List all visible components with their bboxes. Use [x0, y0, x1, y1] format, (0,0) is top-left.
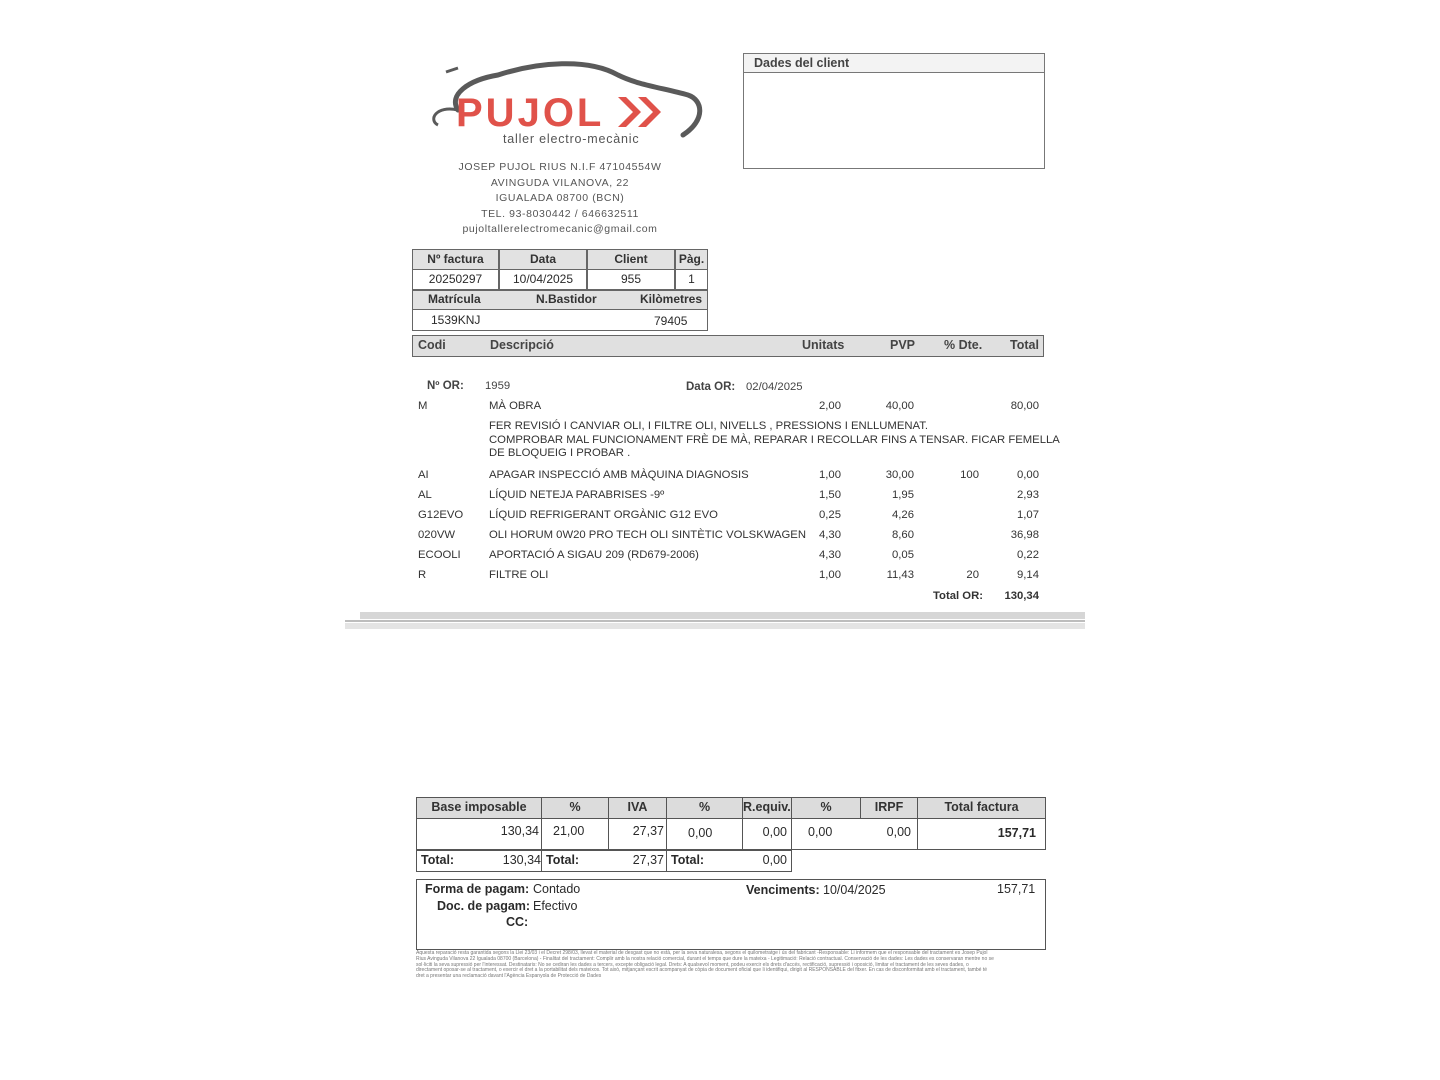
invoice-date: 10/04/2025	[499, 269, 587, 290]
lines-column-header	[412, 335, 1044, 357]
sum-base: 130,34	[502, 853, 541, 867]
req-pct-value: 0,00	[666, 818, 743, 850]
due-date: 10/04/2025	[823, 883, 886, 897]
line-pvp: 40,00	[885, 400, 914, 412]
col-total: Total	[1010, 338, 1039, 352]
payment-cc-label: CC:	[506, 915, 529, 929]
issuer-details	[420, 160, 700, 238]
line-unitats: 1,00	[819, 469, 841, 481]
col-descripcio: Descripció	[490, 338, 554, 352]
line-desc: OLI HORUM 0W20 PRO TECH OLI SINTÈTIC VOLSKWAGEN	[489, 529, 806, 541]
table-row	[412, 469, 1052, 485]
sum-label: Total:	[671, 853, 705, 867]
irpf-value: 0,00	[860, 818, 918, 850]
table-row	[412, 529, 1052, 545]
km-value: 79405	[654, 314, 688, 328]
due-label: Venciments:	[746, 883, 820, 897]
chevrons-icon	[618, 97, 661, 127]
invoice-number-label: Nº factura	[412, 249, 499, 270]
line-total: 0,22	[1017, 549, 1039, 561]
irpf-pct-value: 0,00	[791, 818, 861, 850]
iva-label: IVA	[608, 797, 667, 819]
invoice-date-label: Data	[499, 249, 587, 270]
note-text: FER REVISIÓ I CANVIAR OLI, I FILTRE OLI, NIVELLS , PRESSIONS I ENLLUMENAT.	[489, 420, 929, 432]
line-codi: G12EVO	[418, 509, 464, 521]
line-codi: AL	[418, 489, 432, 501]
table-row	[412, 549, 1052, 565]
issuer-line: JOSEP PUJOL RIUS N.I.F 47104554W	[458, 161, 662, 173]
client-number-label: Client	[587, 249, 675, 270]
line-codi: R	[418, 569, 427, 581]
payment-box	[416, 879, 1046, 950]
payment-method-label: Forma de pagam:	[425, 882, 530, 896]
client-box	[743, 53, 1045, 169]
line-unitats: 1,00	[819, 569, 841, 581]
base-value: 130,34	[416, 818, 542, 850]
due-amount: 157,71	[997, 882, 1036, 896]
car-roof-start	[446, 68, 458, 72]
line-pvp: 0,05	[892, 549, 914, 561]
table-row	[412, 400, 1052, 416]
total-factura-value: 157,71	[917, 818, 1046, 850]
line-total: 80,00	[1010, 400, 1039, 412]
line-codi: ECOOLI	[418, 549, 461, 561]
line-pvp: 8,60	[892, 529, 914, 541]
line-pvp: 11,43	[886, 569, 914, 581]
col-pvp: PVP	[890, 338, 916, 352]
table-row	[412, 509, 1052, 525]
invoice-number: 20250297	[412, 269, 499, 290]
line-total: 1,07	[1017, 509, 1039, 521]
iva-pct-value: 21,00	[541, 818, 609, 850]
plate-number: 1539KNJ	[431, 313, 481, 327]
payment-doc-label: Doc. de pagam:	[437, 899, 531, 913]
sum-req: 0,00	[762, 853, 787, 867]
line-dte: 20	[966, 569, 979, 581]
line-desc: APAGAR INSPECCIÓ AMB MÀQUINA DIAGNOSIS	[489, 469, 749, 481]
line-unitats: 1,50	[819, 489, 841, 501]
line-unitats: 2,00	[819, 400, 841, 412]
line-codi: 020VW	[418, 529, 456, 541]
sum-base-cell	[416, 850, 542, 872]
line-codi: M	[418, 400, 428, 412]
issuer-line: AVINGUDA VILANOVA, 22	[490, 176, 630, 189]
line-dte: 100	[960, 469, 979, 481]
km-label: Kilòmetres	[640, 292, 703, 306]
line-note	[412, 447, 1052, 463]
line-pvp: 1,95	[892, 489, 914, 501]
note-text: COMPROBAR MAL FUNCIONAMENT FRÈ DE MÀ, REPARAR I RECOLLAR FINS A TENSAR. FICAR FEMELLA	[489, 434, 1060, 446]
line-desc: LÍQUID REFRIGERANT ORGÀNIC G12 EVO	[489, 509, 718, 521]
issuer-line: IGUALADA 08700 (BCN)	[495, 192, 625, 204]
base-label: Base imposable	[416, 797, 542, 819]
line-pvp: 4,26	[892, 509, 914, 521]
payment-method: Contado	[533, 882, 581, 896]
or-total-row	[412, 590, 1052, 606]
or-date-label: Data OR:	[686, 381, 736, 393]
irpf-pct-label: %	[791, 797, 861, 819]
client-number: 955	[587, 269, 675, 290]
chassis-label: N.Bastidor	[536, 292, 597, 306]
table-row	[412, 489, 1052, 505]
logo-name: PUJOL	[456, 91, 605, 135]
line-desc: FILTRE OLI	[489, 569, 549, 581]
iva-pct-label: %	[541, 797, 609, 819]
or-number-label: Nº OR:	[427, 380, 464, 392]
plate-label: Matrícula	[428, 292, 481, 306]
car-swoosh-left	[434, 109, 458, 125]
line-desc: APORTACIÓ A SIGAU 209 (RD679-2006)	[489, 549, 699, 561]
sum-label: Total:	[546, 853, 580, 867]
legal-notice: Aquesta reparació resta garantida segons la Llei 23/03 i el Decret 298/03, llevat el material de desgast que no està, per la seva naturalesa, segons el quilometratge i ús del fabricant -Responsable: Li informem que el responsable del tractament es Josep Pujol Rius Avinguda Vilanova 22 Igualada 08700 (Barcelona) - Finalitat del tractament: Complir amb la nostra relació comercial, durant el temps que dure la mateixa - Legitimació: Relació contractual. Conservació de les dades: Les dades es conservaran mentre no se sol·liciti la seva supressió per l'interessat. Destinataris: No se cediran les dades a tercers, excepte obligació legal. Drets: A qualsevol moment, podeu exercir els drets d'accés, rectificació, supressió i oposició, limitar el tractament de les seves dades, o directament oposar-se al tractament, o exercir el dret a la portabilitat dels mateixos. Tot això, mitjançant escrit acompanyat de còpia de document oficial que li identifiqui, dirigit al RESPONSABLE del fitxer. En cas de disconformitat amb el tractament, també té dret a presentar una reclamació davant l'Agència Espanyola de Protecció de Dades	[416, 950, 994, 980]
payment-doc: Efectivo	[533, 899, 578, 913]
col-dte: % Dte.	[944, 338, 983, 352]
req-value: 0,00	[742, 818, 792, 850]
or-date: 02/04/2025	[746, 381, 803, 393]
line-total: 2,93	[1017, 489, 1039, 501]
line-unitats: 0,25	[819, 509, 841, 521]
req-pct-label: %	[666, 797, 743, 819]
note-text: DE BLOQUEIG I PROBAR .	[489, 447, 631, 459]
or-number: 1959	[485, 380, 511, 392]
line-pvp: 30,00	[885, 469, 914, 481]
logo-tagline: taller electro-mecànic	[503, 132, 640, 146]
line-total: 36,98	[1010, 529, 1039, 541]
client-box-title: Dades del client	[744, 54, 1044, 73]
sum-req-cell	[666, 850, 792, 872]
page-number: 1	[675, 269, 708, 290]
sum-label: Total:	[421, 853, 455, 867]
pujol-logo	[428, 50, 708, 150]
or-total: 130,34	[1004, 590, 1039, 602]
or-total-label: Total OR:	[933, 590, 983, 602]
line-total: 0,00	[1017, 469, 1039, 481]
sum-iva-cell	[541, 850, 667, 872]
total-factura-label: Total factura	[917, 797, 1046, 819]
col-unitats: Unitats	[802, 338, 845, 352]
line-desc: LÍQUID NETEJA PARABRISES -9º	[489, 489, 665, 501]
irpf-label: IRPF	[860, 797, 918, 819]
page-label: Pàg.	[675, 249, 708, 270]
line-codi: AI	[418, 469, 429, 481]
line-unitats: 4,30	[819, 549, 841, 561]
line-total: 9,14	[1017, 569, 1039, 581]
issuer-email: pujoltallerelectromecanic@gmail.com	[462, 223, 658, 235]
requiv-label: R.equiv.	[742, 797, 792, 819]
iva-value: 27,37	[608, 818, 667, 850]
issuer-line: TEL. 93-8030442 / 646632511	[481, 207, 639, 220]
col-codi: Codi	[418, 338, 446, 352]
sum-iva: 27,37	[632, 853, 664, 867]
line-desc: MÀ OBRA	[489, 400, 542, 412]
line-unitats: 4,30	[819, 529, 841, 541]
table-row	[412, 569, 1052, 585]
scan-separator	[345, 612, 1085, 630]
